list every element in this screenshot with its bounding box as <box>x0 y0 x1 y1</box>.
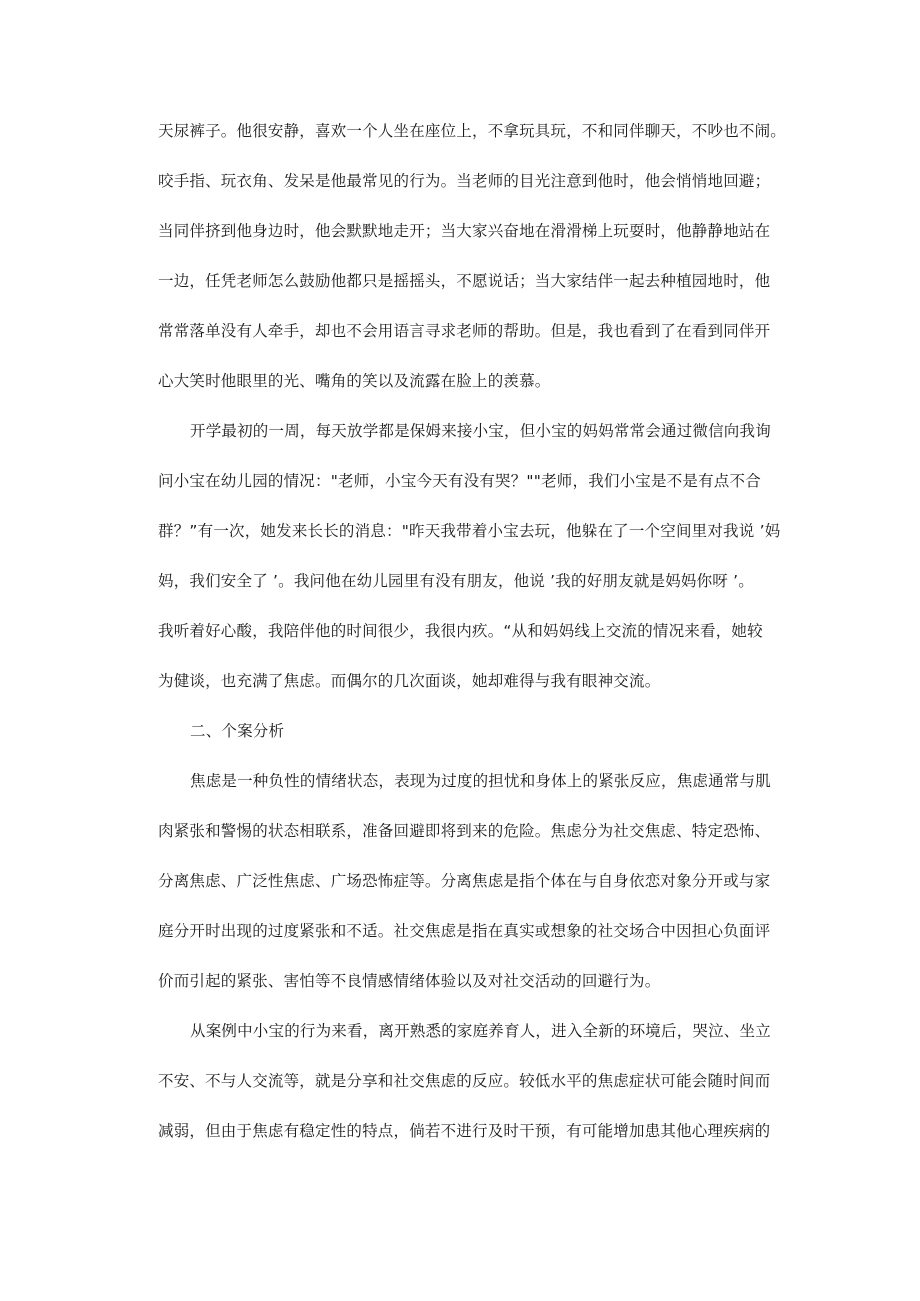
text-line: 分离焦虑、广泛性焦虑、广场恐怖症等。分离焦虑是指个体在与自身依恋对象分开或与家 <box>158 872 771 890</box>
section-heading: 二、个案分析 <box>190 722 285 740</box>
text-line: 为健谈，也充满了焦虑。而偶尔的几次面谈，她却难得与我有眼神交流。 <box>158 672 661 690</box>
text-line: 开学最初的一周，每天放学都是保姆来接小宝，但小宝的妈妈常常会通过微信向我询 <box>190 422 771 440</box>
text-line: 天尿裤子。他很安静，喜欢一个人坐在座位上，不拿玩具玩，不和同伴聊天，不吵也不闹。 <box>158 122 787 140</box>
text-line: 心大笑时他眼里的光、嘴角的笑以及流露在脸上的羡慕。 <box>158 372 551 390</box>
text-line: 价而引起的紧张、害怕等不良情感情绪体验以及对社交活动的回避行为。 <box>158 972 661 990</box>
text-line: 庭分开时出现的过度紧张和不适。社交焦虑是指在真实或想象的社交场合中因担心负面评 <box>158 922 771 940</box>
text-line: 问小宝在幼儿园的情况："老师，小宝今天有没有哭？""老师，我们小宝是不是有点不合 <box>158 472 761 490</box>
text-line: 当同伴挤到他身边时，他会默默地走开；当大家兴奋地在滑滑梯上玩耍时，他静静地站在 <box>158 222 771 240</box>
text-line: 肉紧张和警惕的状态相联系，准备回避即将到来的危险。焦虑分为社交焦虑、特定恐怖、 <box>158 822 771 840</box>
text-line: 不安、不与人交流等，就是分享和社交焦虑的反应。较低水平的焦虑症状可能会随时间而 <box>158 1072 771 1090</box>
text-line: 减弱，但由于焦虑有稳定性的特点，倘若不进行及时干预，有可能增加患其他心理疾病的 <box>158 1122 771 1140</box>
text-line: 妈，我们安全了 ’。我问他在幼儿园里有没有朋友，他说 ’我的好朋友就是妈妈你呀 ’。 <box>158 572 754 590</box>
text-line: 咬手指、玩衣角、发呆是他最常见的行为。当老师的目光注意到他时，他会悄悄地回避； <box>158 172 771 190</box>
text-line: 我听着好心酸，我陪伴他的时间很少，我很内疚。“从和妈妈线上交流的情况来看，她较 <box>158 622 763 640</box>
text-line: 焦虑是一种负性的情绪状态，表现为过度的担忧和身体上的紧张反应，焦虑通常与肌 <box>190 772 771 790</box>
text-line: 群？”有一次，她发来长长的消息："昨天我带着小宝去玩，他躲在了一个空间里对我说 ’妈 <box>158 522 781 540</box>
text-line: 常常落单没有人牵手，却也不会用语言寻求老师的帮助。但是，我也看到了在看到同伴开 <box>158 322 771 340</box>
text-line: 一边，任凭老师怎么鼓励他都只是摇摇头，不愿说话；当大家结伴一起去种植园地时，他 <box>158 272 771 290</box>
text-line: 从案例中小宝的行为来看，离开熟悉的家庭养育人，进入全新的环境后，哭泣、坐立 <box>190 1022 771 1040</box>
